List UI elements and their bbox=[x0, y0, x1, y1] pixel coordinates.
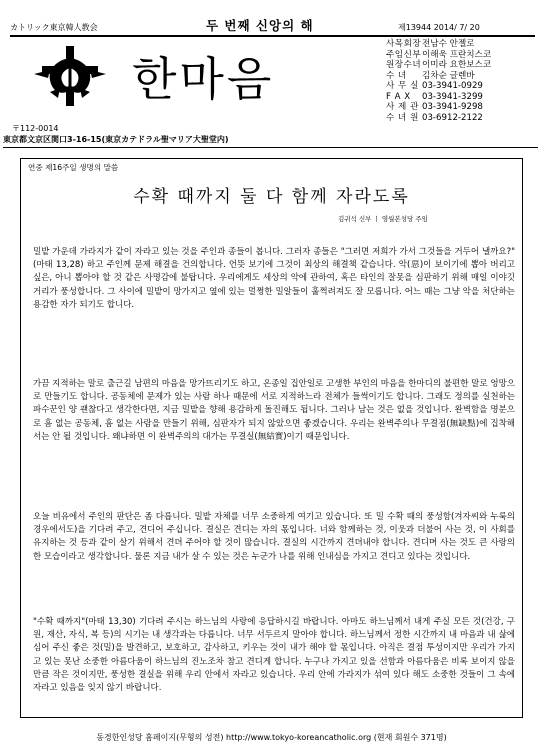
staff-name: 이해욱 프란치스코 bbox=[422, 49, 492, 60]
staff-name: 03-6912-2122 bbox=[422, 112, 483, 123]
article-paragraph-4: "수확 때까지"(마태 13,30) 기다려 주시는 하느님의 사랑에 응답하시길 바랍니다. 아마도 하느님께서 내게 주실 모든 것(건강, 구원, 재산, 자식, 복 등)의 시기는 내 생각과는 다릅니다. 너무 서두르지 말아야 합니다. 하느님께서 정한 시간까지 내 마음과 내 삶에 심어 주신 좋은 것(밀)을 발견하고, 보호하고, 감사하고, 키우는 것이 내가 해야 할 몫입니다. 아직은 결점 투성이지만 우리가 가지고 있는 못난 소중한 아름다움이 하느님의 진노조차 참고 견디게 합니다. 누구나 가지고 있을 선함과 아름다움은 비록 보이지 않을 만큼 작은 것이지만, 풍성한 결실을 위해 우리 안에서 자라고 있습니다. 우리 안에 가라지가 섞여 있다 해도 소중한 것들이 그 속에 자라고 있음을 잊지 않기 바랍니다. bbox=[33, 617, 515, 694]
staff-role: F A X bbox=[386, 91, 411, 102]
staff-row bbox=[386, 113, 491, 124]
staff-name: 전남수 안젤로 bbox=[422, 39, 475, 49]
staff-role: 사 무 실 bbox=[386, 81, 419, 91]
staff-name: 03-3941-9298 bbox=[422, 102, 483, 112]
staff-row bbox=[386, 102, 491, 113]
staff-role: 사목회장 bbox=[386, 39, 422, 49]
staff-name: 이미라 요한보스코 bbox=[422, 60, 492, 70]
staff-name: 03-3941-3299 bbox=[422, 91, 483, 102]
top-rule bbox=[10, 35, 535, 37]
staff-row bbox=[386, 81, 491, 92]
staff-row bbox=[386, 92, 491, 103]
article-paragraph-1: 밀밭 가운데 가라지가 같이 자라고 있는 것을 주인과 종들이 봅니다. 그러자 종들은 "그러면 저희가 가서 그것들을 거두어 낼까요?"(마태 13,28) 하고 주인께 문제 해결을 건의합니다. 언뜻 보기에 그것이 최상의 해결책 같습니다. 악(惡)이 보이기에 뽑아 버리고 싶은, 아니 뽑아야 할 것 같은 사명감에 불탑니다. 우리에게도 세상의 악에 관하여, 혹은 타인의 잘못을 심판하기 위해 매일 이야깃거리가 풍성합니다. 그 사이에 밀밭이 망가지고 옆에 있는 멀쩡한 밀알들이 훌쩍려져도 잘 모릅니다. 어느 때는 그냥 악을 처단하는 용감한 자가 되기도 합니다. bbox=[33, 247, 515, 310]
article-paragraph-3: 오늘 비유에서 주인의 판단은 좀 다릅니다. 밀밭 자체를 너무 소중하게 여기고 있습니다. 또 밀 수확 때의 풍성함(겨자씨와 누룩의 경우에서도)을 기다려 주고, 견디어 주십니다. 결실은 견디는 자의 몫입니다. 너와 함께하는 것, 이웃과 더불어 사는 것, 이 사회를 유지하는 것 등과 같이 살기 위해서 견뎌 주어야 할 것이 많습니다. 결실의 시간까지 견뎌내야 합니다. 견디며 사는 것도 큰 사랑의 한 모습이라고 생각합니다. 물론 지금 내가 살 수 있는 것은 누군가 나를 위해 인내심을 가지고 견디고 있다는 것입니다. bbox=[33, 512, 515, 562]
year-theme: 두 번째 신앙의 해 bbox=[206, 18, 314, 33]
staff-role: 원장수녀 bbox=[386, 60, 422, 70]
staff-directory bbox=[386, 39, 491, 123]
article-byline: 김귀석 신부 ㅣ 영월본성당 주임 bbox=[338, 215, 428, 223]
church-address: 東京都文京区関口3-16-15(東京カテドラル聖マリア大聖堂内) bbox=[3, 135, 229, 144]
staff-name: 03-3941-0929 bbox=[422, 81, 483, 91]
masthead-rule bbox=[3, 147, 538, 148]
issue-info: 제13944 2014/ 7/ 20 bbox=[398, 23, 480, 32]
article-paragraph-2: 가끔 지적하는 말로 출근길 남편의 마음을 망가뜨리기도 하고, 온종일 집안일로 고생한 부인의 마음을 한마디의 불편한 말로 엉망으로 만들기도 합니다. 공동체에 문제가 있는 사람 하나 때문에 서로 지적하느라 전체가 들썩이기도 합니다. 그래도 정의를 실천하는 파수꾼인 양 괜찮다고 생각한다면, 지금 밀밭을 향해 용감하게 돌진해도 됩니다. 그러나 남는 것은 없을 것입니다. 완벽함을 명분으로 흠 없는 공동체, 흠 없는 사람을 만들기 위해, 심판자가 되지 않았으면 좋겠습니다. 우리는 완벽주의나 무결점(無缺點)에 집착해서는 안 될 것입니다. 왜냐하면 이 완벽주의의 대가는 무결실(無結實)이기 때문입니다. bbox=[33, 379, 515, 442]
publisher-name: カトリック東京韓人教会 bbox=[10, 23, 98, 32]
postal-code: 〒112-0014 bbox=[12, 124, 59, 133]
newsletter-title: 한마음 bbox=[132, 52, 275, 106]
staff-role: 주임신부 bbox=[386, 49, 422, 60]
church-logo-icon bbox=[20, 44, 120, 108]
staff-row bbox=[386, 39, 491, 50]
staff-row bbox=[386, 50, 491, 61]
staff-role: 수 녀 원 bbox=[386, 112, 419, 123]
staff-role: 수 녀 bbox=[386, 70, 407, 81]
article-series: 연중 제16주일 생명의 말씀 bbox=[28, 163, 119, 172]
staff-row bbox=[386, 71, 491, 82]
staff-name: 김차순 글렌바 bbox=[422, 70, 475, 81]
footer-website: 동경한인성당 홈페이지(무형의 성전) http://www.tokyo-koreancatholic.org (현재 회원수 371명) bbox=[96, 733, 447, 742]
staff-row bbox=[386, 60, 491, 71]
article-title: 수확 때까지 둘 다 함께 자라도록 bbox=[133, 187, 410, 207]
staff-role: 사 제 관 bbox=[386, 102, 419, 112]
